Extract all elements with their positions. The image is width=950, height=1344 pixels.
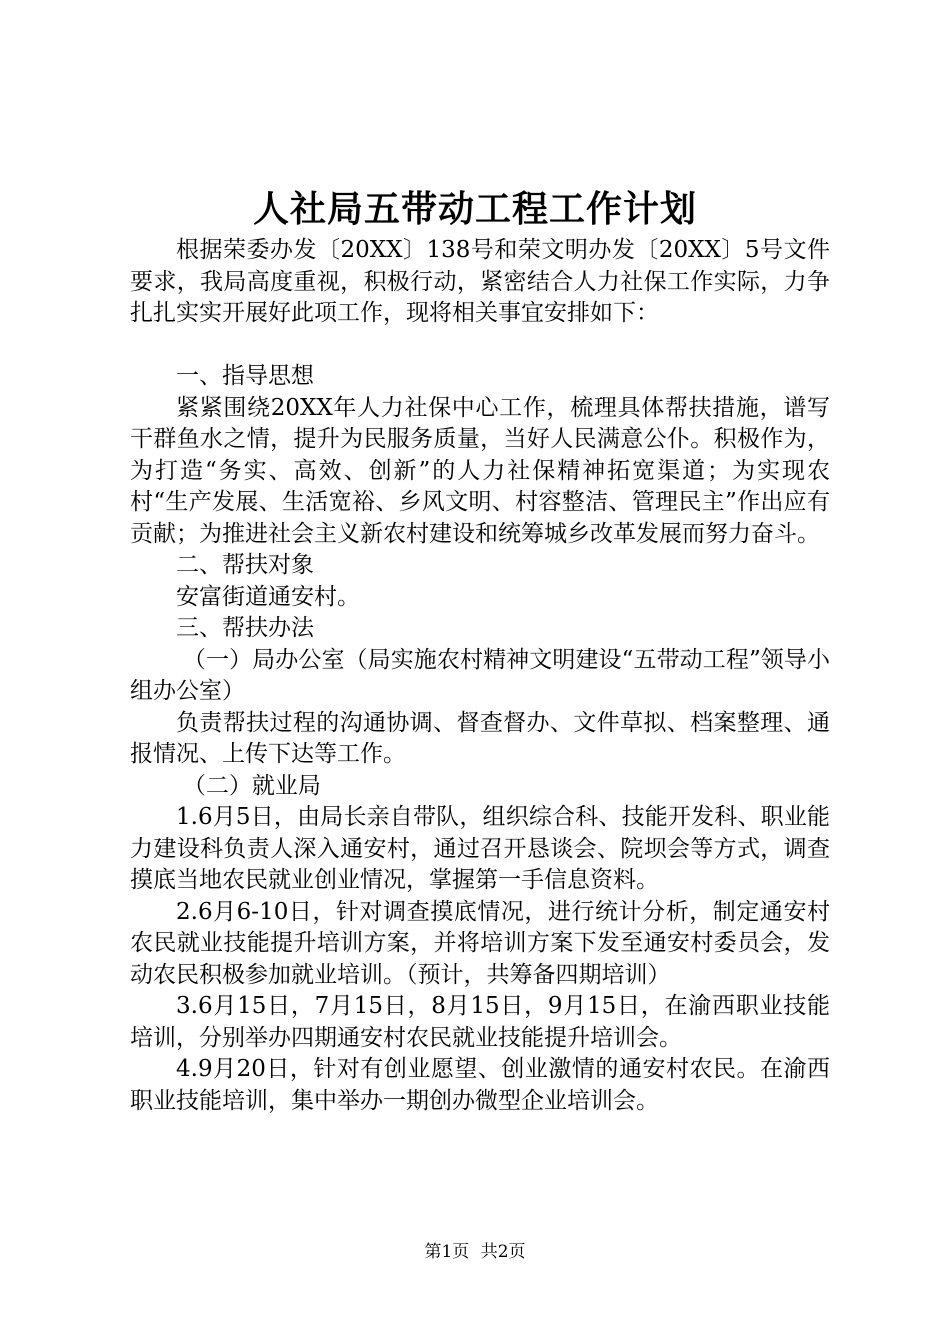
assistance-target-paragraph: 安富街道通安村。: [176, 583, 360, 610]
page-number-current: 第1页: [424, 1242, 470, 1262]
paragraph-spacer: [130, 330, 830, 362]
list-item: 4.9月20日，针对有创业愿望、创业激情的通安村农民。在渝西职业技能培训，集中举办一期创办微型企业培训会。: [130, 1056, 830, 1114]
section-heading-assistance-methods: 三、帮扶办法: [176, 615, 314, 641]
list-item: 1.6月5日，由局长亲自带队，组织综合科、技能开发科、职业能力建设科负责人深入通安村，通过召开恳谈会、院坝会等方式，调查摸底当地农民就业创业情况，掌握第一手信息资料。: [130, 804, 830, 893]
subsection-heading-office: （一）局办公室（局实施农村精神文明建设“五带动工程”领导小组办公室）: [130, 646, 830, 704]
list-item: 2.6月6-10日，针对调查摸底情况，进行统计分析，制定通安村农民就业技能提升培训方案，并将培训方案下发至通安村委员会，发动农民积极参加就业培训。（预计，共筹备四期培训）: [130, 898, 830, 988]
section-heading-guiding-ideology: 一、指导思想: [176, 363, 314, 389]
section-heading-assistance-target: 二、帮扶对象: [176, 552, 314, 578]
guiding-ideology-paragraph: 紧紧围绕20XX年人力社保中心工作，梳理具体帮扶措施，谱写干群鱼水之情，提升为民服务质量，当好人民满意公仆。积极作为，为打造“务实、高效、创新”的人力社保精神拓宽渠道；为实现农村“生产发展、生活宽裕、乡风文明、村容整洁、管理民主”作出应有贡献；为推进社会主义新农村建设和统筹城乡改革发展而努力奋斗。: [130, 394, 830, 547]
office-duties-paragraph: 负责帮扶过程的沟通协调、督查督办、文件草拟、档案整理、通报情况、上传下达等工作。: [130, 709, 830, 767]
list-item: 3.6月15日，7月15日，8月15日，9月15日，在渝西职业技能培训，分别举办四期通安村农民就业技能提升培训会。: [130, 993, 830, 1051]
page-footer: [0, 1240, 950, 1264]
page-number-total: 共2页: [480, 1242, 526, 1262]
document-title: 人社局五带动工程工作计划: [252, 188, 697, 230]
intro-paragraph: 根据荣委办发〔20XX〕138号和荣文明办发〔20XX〕5号文件要求，我局高度重视，积极行动，紧密结合人力社保工作实际，力争扎扎实实开展好此项工作，现将相关事宜安排如下：: [130, 237, 830, 326]
subsection-heading-employment-bureau: （二）就业局: [182, 772, 321, 799]
document-body: [130, 235, 830, 1117]
